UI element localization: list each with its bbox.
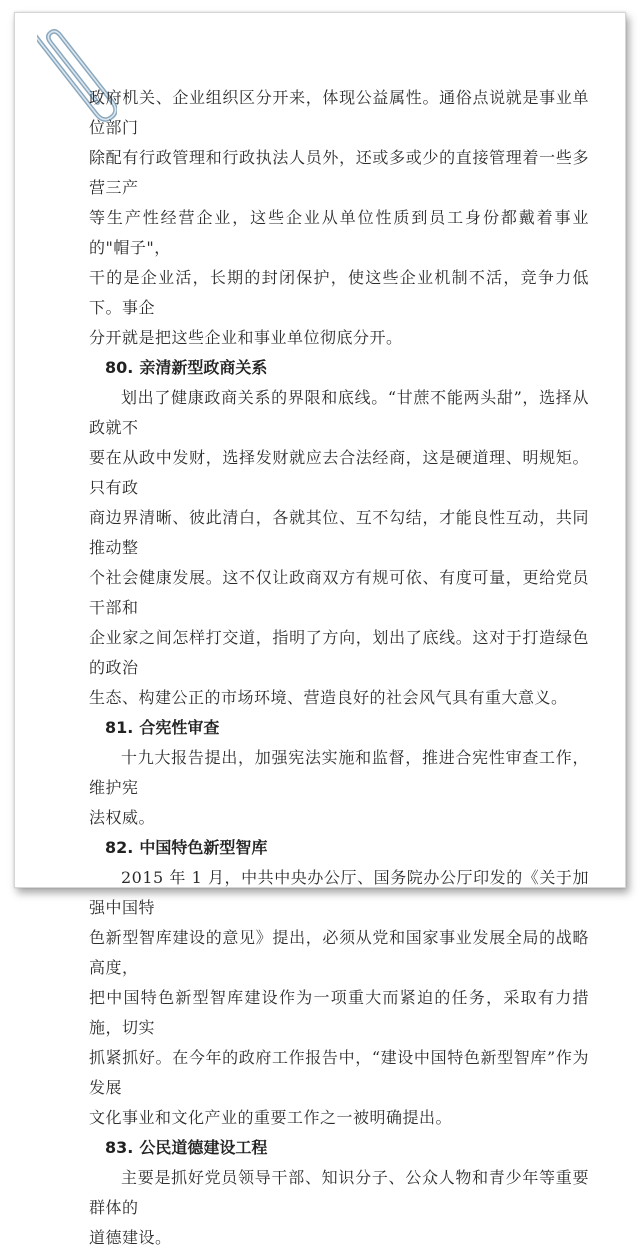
section-title: 合宪性审查: [139, 718, 220, 737]
document-page: [14, 12, 626, 1247]
text-line: 划出了健康政商关系的界限和底线。“甘蔗不能两头甜”，选择从政就不: [89, 388, 589, 437]
text-line: 法权威。: [89, 808, 156, 827]
section-heading: [89, 1133, 589, 1163]
text-line: 抓紧抓好。在今年的政府工作报告中，“建设中国特色新型智库”作为发展: [89, 1048, 589, 1097]
section-number: 80.: [105, 358, 134, 377]
text-line: 除配有行政管理和行政执法人员外，还或多或少的直接管理着一些多营三产: [89, 148, 589, 197]
section-80: [89, 353, 589, 713]
text-line: 政府机关、企业组织区分开来，体现公益属性。通俗点说就是事业单位部门: [89, 88, 589, 137]
text-line: 文化事业和文化产业的重要工作之一被明确提出。: [89, 1108, 453, 1127]
section-82: [89, 833, 589, 1133]
text-line: 道德建设。: [89, 1228, 172, 1247]
text-line: 商边界清晰、彼此清白，各就其位、互不勾结，才能良性互动，共同推动整: [89, 508, 589, 557]
intro-paragraph: [89, 83, 589, 353]
text-line: 十九大报告提出，加强宪法实施和监督，推进合宪性审查工作，维护宪: [89, 748, 589, 797]
text-line: 等生产性经营企业，这些企业从单位性质到员工身份都戴着事业的"帽子"，: [89, 208, 589, 257]
section-title: 公民道德建设工程: [139, 1138, 268, 1157]
section-title: 亲清新型政商关系: [139, 358, 268, 377]
section-title: 中国特色新型智库: [139, 838, 268, 857]
text-line: 个社会健康发展。这不仅让政商双方有规可依、有度可量，更给党员干部和: [89, 568, 589, 617]
text-line: 分开就是把这些企业和事业单位彻底分开。: [89, 328, 403, 347]
document-body: [89, 83, 589, 1253]
text-line: 主要是抓好党员领导干部、知识分子、公众人物和青少年等重要群体的: [89, 1168, 589, 1217]
section-number: 82.: [105, 838, 134, 857]
text-line: 2015 年 1 月，中共中央办公厅、国务院办公厅印发的《关于加强中国特: [89, 868, 589, 917]
section-number: 83.: [105, 1138, 134, 1157]
text-line: 干的是企业活，长期的封闭保护，使这些企业机制不活，竞争力低下。事企: [89, 268, 589, 317]
section-81: [89, 713, 589, 833]
section-heading: [89, 353, 589, 383]
text-line: 色新型智库建设的意见》提出，必须从党和国家事业发展全局的战略高度，: [89, 928, 589, 977]
section-number: 81.: [105, 718, 134, 737]
text-line: 生态、构建公正的市场环境、营造良好的社会风气具有重大意义。: [89, 688, 568, 707]
text-line: 企业家之间怎样打交道，指明了方向，划出了底线。这对于打造绿色的政治: [89, 628, 589, 677]
section-heading: [89, 713, 589, 743]
text-line: 把中国特色新型智库建设作为一项重大而紧迫的任务，采取有力措施，切实: [89, 988, 589, 1037]
section-heading: [89, 833, 589, 863]
section-83: [89, 1133, 589, 1253]
text-line: 要在从政中发财，选择发财就应去合法经商，这是硬道理、明规矩。只有政: [89, 448, 589, 497]
